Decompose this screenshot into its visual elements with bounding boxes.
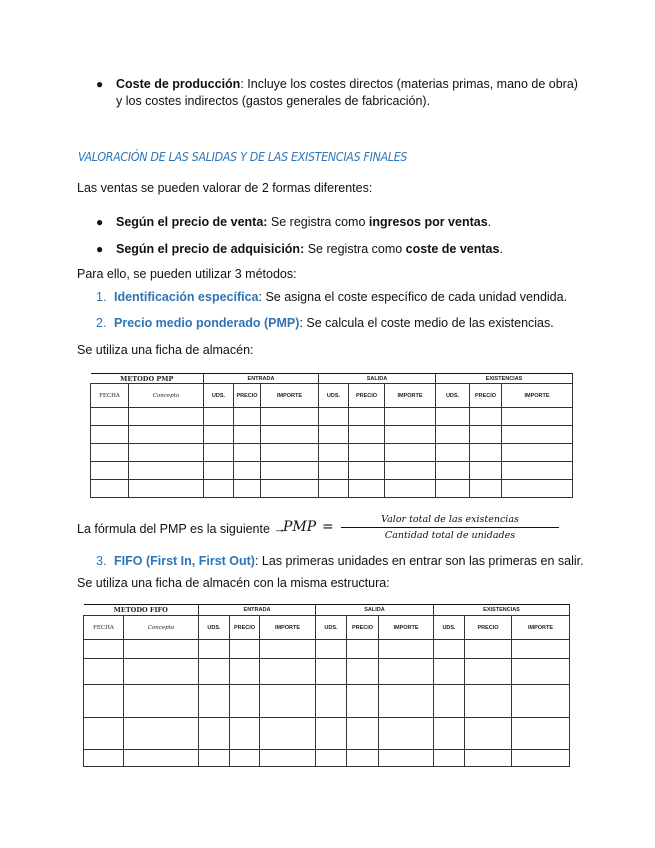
group-entrada: ENTRADA (199, 605, 316, 616)
ficha-almacen-pmp (90, 373, 573, 498)
table-row (91, 426, 573, 444)
col-importe: IMPORTE (502, 384, 573, 408)
method-name: Precio medio ponderado (PMP) (114, 316, 300, 330)
col-uds: UDS. (434, 616, 465, 640)
col-uds: UDS. (199, 616, 230, 640)
methods-intro: Para ello, se pueden utilizar 3 métodos: (77, 267, 297, 281)
intro-paragraph: Las ventas se pueden valorar de 2 formas diferentes: (77, 181, 373, 195)
table-row (84, 659, 570, 685)
bullet-dot: ● (96, 215, 104, 229)
method-number: 1. (96, 290, 107, 304)
bullet-bold: Según el precio de adquisición: (116, 242, 305, 256)
col-fecha: FECHA (84, 616, 124, 640)
col-concepto: Concepto (129, 384, 204, 408)
method-desc: : Las primeras unidades en entrar son las primeras en salir. (254, 554, 584, 568)
col-precio: PRECIO (470, 384, 502, 408)
table-row (84, 640, 570, 659)
formula-fraction (341, 514, 559, 541)
group-existencias: EXISTENCIAS (436, 374, 573, 384)
table-row (84, 750, 570, 767)
col-importe: IMPORTE (385, 384, 436, 408)
col-concepto: Concepto (124, 616, 199, 640)
formula-lead: La fórmula del PMP es la siguiente → (77, 522, 286, 536)
formula-numerator: Valor total de las existencias (341, 514, 559, 528)
col-importe: IMPORTE (512, 616, 570, 640)
col-uds: UDS. (319, 384, 349, 408)
bullet-bold-term: coste de ventas (405, 242, 500, 256)
col-precio: PRECIO (347, 616, 379, 640)
col-fecha: FECHA (91, 384, 129, 408)
group-salida: SALIDA (316, 605, 434, 616)
group-salida: SALIDA (319, 374, 436, 384)
method-desc: : Se asigna el coste específico de cada unidad vendida. (258, 290, 568, 304)
group-existencias: EXISTENCIAS (434, 605, 570, 616)
method-number: 2. (96, 316, 107, 330)
bullet-bold-term: ingresos por ventas (368, 215, 488, 229)
col-precio: PRECIO (349, 384, 385, 408)
method-item-1 (96, 290, 567, 304)
table-row (91, 480, 573, 498)
formula-lhs: PMP (283, 519, 317, 535)
formula-equals: = (322, 519, 334, 535)
ficha-almacen-fifo (83, 604, 570, 767)
method-item-3 (96, 554, 584, 568)
col-precio: PRECIO (234, 384, 261, 408)
method-name: FIFO (First In, First Out) (114, 554, 255, 568)
bullet-text: Se registra como (267, 215, 369, 229)
bullet-end: . (487, 215, 492, 229)
bullet-end: . (499, 242, 503, 256)
col-uds: UDS. (204, 384, 234, 408)
method-item-2 (96, 316, 554, 330)
bullet-bold: Según el precio de venta: (116, 215, 268, 229)
table-row (91, 408, 573, 426)
table-row (91, 462, 573, 480)
col-precio: PRECIO (230, 616, 260, 640)
formula-denominator: Cantidad total de unidades (384, 530, 516, 541)
bullet-text: : Incluye los costes directos (materias primas, mano de obra) y los costes indirectos (gastos generales de fabricación). (116, 77, 578, 108)
col-importe: IMPORTE (260, 616, 316, 640)
table-row (84, 685, 570, 718)
method-name: Identificación específica (114, 290, 259, 304)
col-uds: UDS. (436, 384, 470, 408)
bullet-dot: ● (96, 77, 104, 91)
table-title: METODO PMP (91, 374, 204, 384)
bullet-text: Se registra como (304, 242, 406, 256)
method-desc: : Se calcula el coste medio de las existencias. (299, 316, 554, 330)
col-uds: UDS. (316, 616, 347, 640)
group-entrada: ENTRADA (204, 374, 319, 384)
table-row (84, 718, 570, 750)
col-precio: PRECIO (465, 616, 512, 640)
table-row (91, 444, 573, 462)
bullet-dot: ● (96, 242, 104, 256)
section-heading: VALORACIÓN DE LAS SALIDAS Y DE LAS EXISTENCIAS FINALES (78, 150, 408, 164)
col-importe: IMPORTE (379, 616, 434, 640)
col-importe: IMPORTE (261, 384, 319, 408)
table-title: METODO FIFO (84, 605, 199, 616)
sheet-intro-1: Se utiliza una ficha de almacén: (77, 343, 254, 357)
bullet-bold: Coste de producción (116, 77, 241, 91)
method-number: 3. (96, 554, 107, 568)
sheet-intro-2: Se utiliza una ficha de almacén con la misma estructura: (77, 576, 390, 590)
